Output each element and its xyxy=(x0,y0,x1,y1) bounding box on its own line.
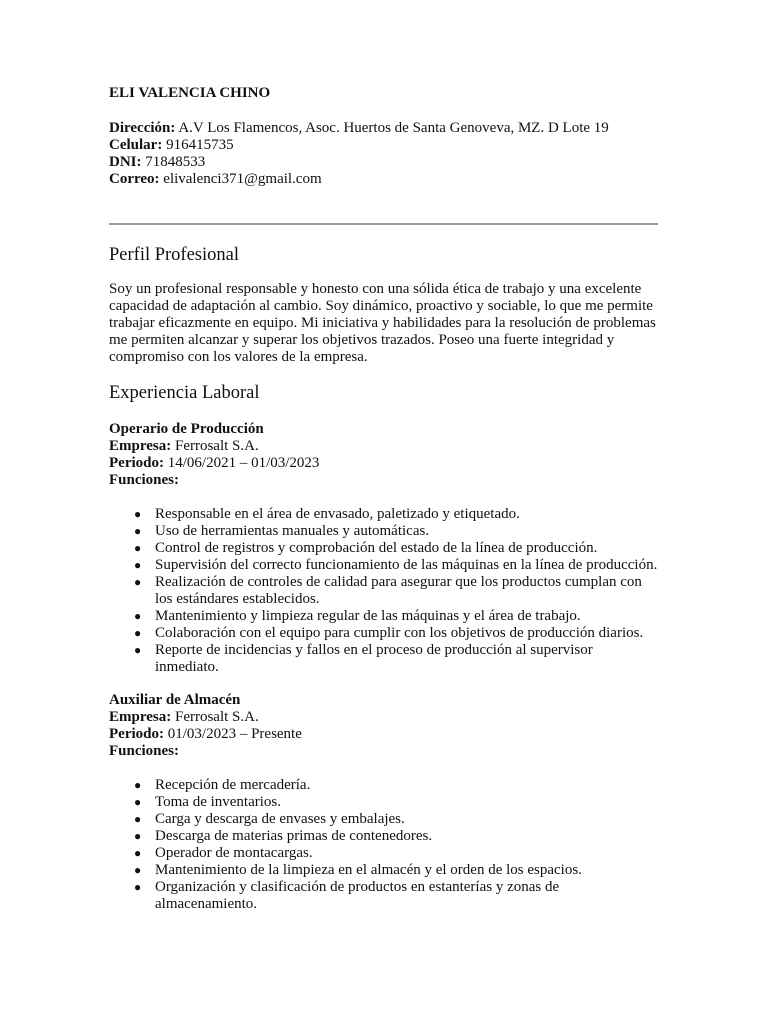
duty-item xyxy=(134,625,658,642)
bullet-icon: ● xyxy=(134,541,142,555)
duty-text: Control de registros y comprobación del estado de la línea de producción. xyxy=(155,540,598,556)
duty-item xyxy=(134,777,658,794)
address-value: A.V Los Flamencos, Asoc. Huertos de Santa Genoveva, MZ. D Lote 19 xyxy=(178,120,609,136)
duty-text: Responsable en el área de envasado, paletizado y etiquetado. xyxy=(155,506,520,522)
phone-value: 916415735 xyxy=(166,137,234,153)
duty-item xyxy=(134,828,658,845)
period-line xyxy=(109,455,658,472)
duty-text: Uso de herramientas manuales y automáticas. xyxy=(155,523,430,539)
bullet-icon: ● xyxy=(134,507,142,521)
company-value: Ferrosalt S.A. xyxy=(174,438,259,454)
duty-text: Colaboración con el equipo para cumplir con los objetivos de producción diarios. xyxy=(155,625,644,641)
bullet-icon: ● xyxy=(134,558,142,572)
company-line xyxy=(109,438,658,455)
duty-text: Mantenimiento de la limpieza en el almacén y el orden de los espacios. xyxy=(155,862,582,878)
bullet-icon: ● xyxy=(134,795,142,809)
duty-item xyxy=(134,879,658,913)
duty-text: Realización de controles de calidad para asegurar que los productos cumplan con los estándares establecidos. xyxy=(155,574,642,607)
bullet-icon: ● xyxy=(134,829,142,843)
experience-heading: Experiencia Laboral xyxy=(109,383,260,403)
bullet-icon: ● xyxy=(134,778,142,792)
phone-line xyxy=(109,137,658,154)
company-label: Empresa: xyxy=(109,709,172,725)
bullet-icon: ● xyxy=(134,863,142,877)
functions-label: Funciones: xyxy=(109,472,180,488)
address-label: Dirección: xyxy=(109,120,176,136)
period-label: Periodo: xyxy=(109,726,164,742)
duty-item xyxy=(134,845,658,862)
profile-heading: Perfil Profesional xyxy=(109,245,239,265)
period-line xyxy=(109,726,658,743)
job-title: Operario de Producción xyxy=(109,421,264,437)
job-title: Auxiliar de Almacén xyxy=(109,692,241,708)
period-label: Periodo: xyxy=(109,455,164,471)
duty-text: Mantenimiento y limpieza regular de las máquinas y el área de trabajo. xyxy=(155,608,581,624)
duty-text: Operador de montacargas. xyxy=(155,845,313,861)
section-divider xyxy=(109,223,658,225)
bullet-icon: ● xyxy=(134,609,142,623)
duty-item xyxy=(134,642,658,676)
job-entry xyxy=(109,692,658,913)
company-label: Empresa: xyxy=(109,438,172,454)
dni-label: DNI: xyxy=(109,154,142,170)
duty-item xyxy=(134,794,658,811)
profile-text: Soy un profesional responsable y honesto con una sólida ética de trabajo y una excelente capacidad de adaptación al cambio. Soy dinámico, proactivo y sociable, lo que me permite trabajar eficazmente en equipo. Mi iniciativa y habilidades para la resolución de problemas me permiten alcanzar y superar los objetivos trazados. Poseo una fuerte integridad y compromiso con los valores de la empresa. xyxy=(109,281,656,365)
duty-item xyxy=(134,523,658,540)
duty-item xyxy=(134,506,658,523)
duty-text: Organización y clasificación de productos en estanterías y zonas de almacenamiento. xyxy=(155,879,560,912)
phone-label: Celular: xyxy=(109,137,163,153)
dni-line xyxy=(109,154,658,171)
bullet-icon: ● xyxy=(134,575,142,589)
duty-text: Reporte de incidencias y fallos en el proceso de producción al supervisor inmediato. xyxy=(155,642,593,675)
company-line xyxy=(109,709,658,726)
duty-item xyxy=(134,540,658,557)
period-value: 14/06/2021 – 01/03/2023 xyxy=(167,455,320,471)
bullet-icon: ● xyxy=(134,812,142,826)
duty-text: Recepción de mercadería. xyxy=(155,777,311,793)
duty-text: Descarga de materias primas de contenedores. xyxy=(155,828,433,844)
duty-item xyxy=(134,574,658,608)
email-label: Correo: xyxy=(109,171,160,187)
bullet-icon: ● xyxy=(134,846,142,860)
candidate-name: ELI VALENCIA CHINO xyxy=(109,85,271,101)
contact-block xyxy=(109,120,658,188)
bullet-icon: ● xyxy=(134,626,142,640)
email-value: elivalenci371@gmail.com xyxy=(163,171,322,187)
duties-list xyxy=(109,777,658,913)
duty-text: Toma de inventarios. xyxy=(155,794,281,810)
address-line xyxy=(109,120,658,137)
dni-value: 71848533 xyxy=(145,154,206,170)
duty-text: Carga y descarga de envases y embalajes. xyxy=(155,811,405,827)
functions-label: Funciones: xyxy=(109,743,180,759)
duty-item xyxy=(134,557,658,574)
duties-list xyxy=(109,506,658,676)
duty-item xyxy=(134,811,658,828)
company-value: Ferrosalt S.A. xyxy=(174,709,259,725)
duty-item xyxy=(134,862,658,879)
duty-text: Supervisión del correcto funcionamiento de las máquinas en la línea de producción. xyxy=(155,557,658,573)
bullet-icon: ● xyxy=(134,880,142,894)
bullet-icon: ● xyxy=(134,524,142,538)
bullet-icon: ● xyxy=(134,643,142,657)
duty-item xyxy=(134,608,658,625)
job-entry xyxy=(109,421,658,676)
email-line xyxy=(109,171,658,188)
period-value: 01/03/2023 – Presente xyxy=(167,726,302,742)
